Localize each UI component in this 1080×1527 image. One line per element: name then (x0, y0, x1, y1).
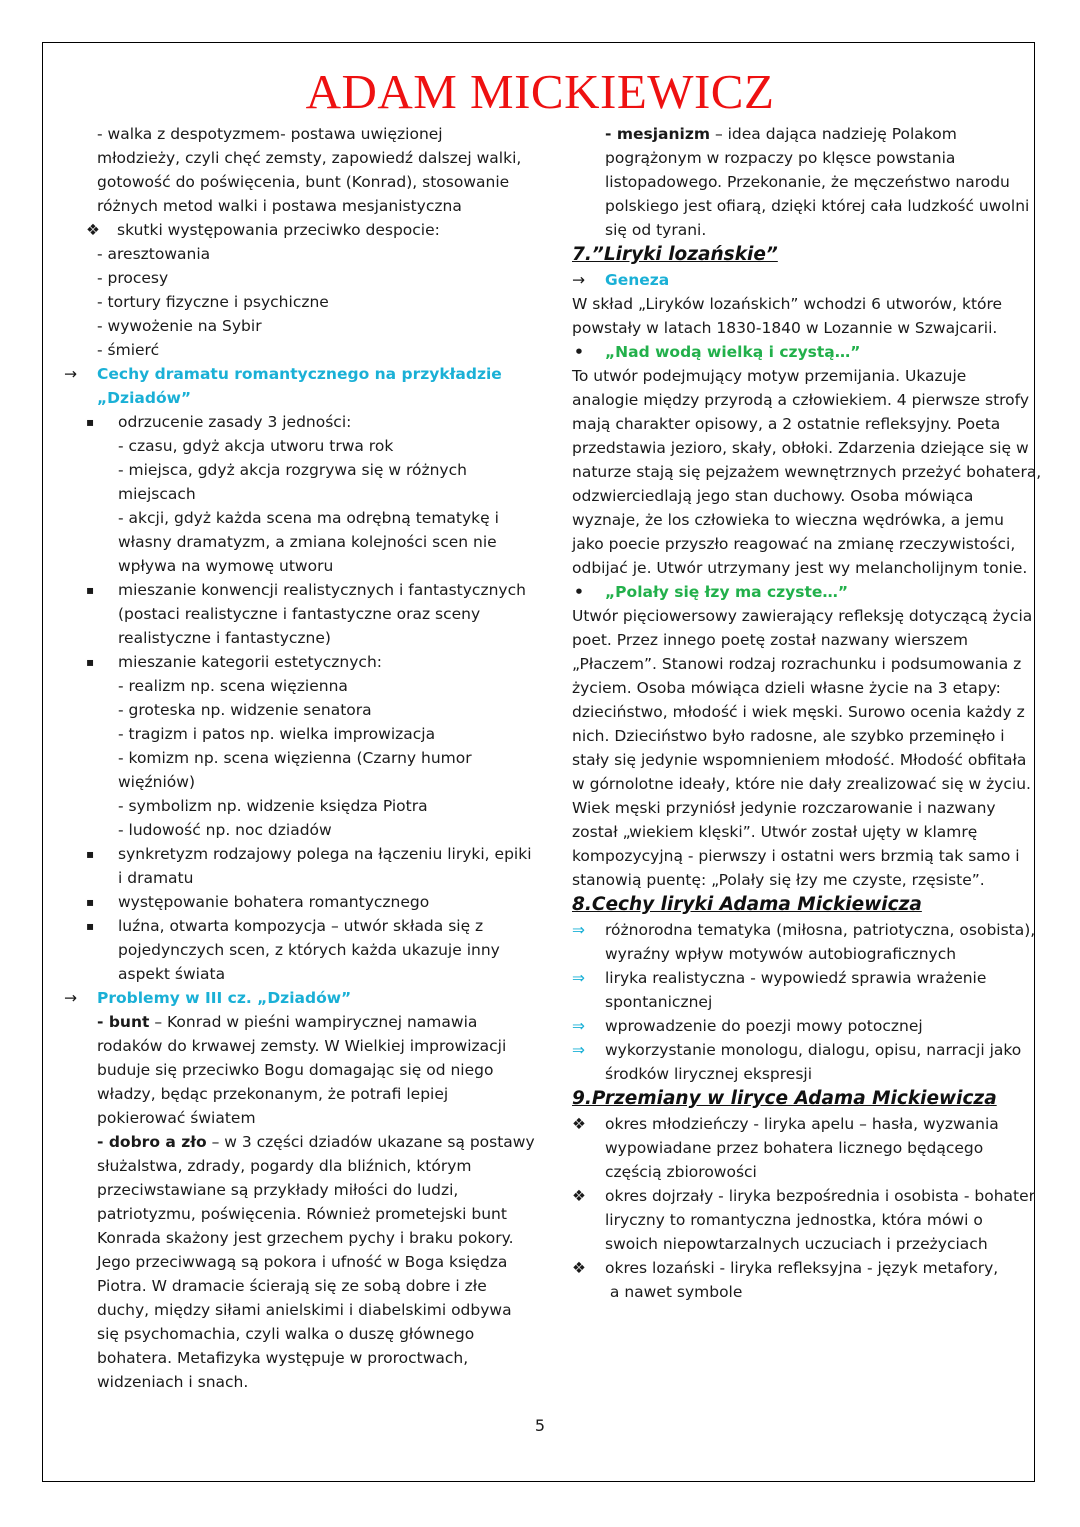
bullet-text: wprowadzenie do poezji mowy potocznej (605, 1017, 923, 1035)
text-line: wyznaje, że los człowieka to wieczna wędrówka, a jemu (572, 511, 1004, 529)
line-text: – w 3 części dziadów ukazane są postawy (206, 1133, 535, 1151)
bullet-item (60, 842, 532, 866)
term-bold: - dobro a zło (97, 1133, 207, 1151)
text-line: poet. Przez innego poetę został nazwany wierszem (572, 631, 969, 649)
bullet-text: okres młodzieńczy - liryka apelu – hasła, wyzwania (605, 1115, 999, 1133)
bullet-text: występowanie bohatera romantycznego (118, 893, 430, 911)
bullet-item (60, 410, 515, 434)
text-line: władzy, będąc przekonanym, że potrafi lepiej (97, 1085, 449, 1103)
text-line: został „wiekiem klęski”. Utwór został ujęty w klamrę (572, 823, 978, 841)
bullet-text: skutki występowania przeciwko despocie: (117, 221, 440, 239)
dot-bullet-icon: • (574, 343, 584, 361)
text-line: - komizm np. scena więzienna (Czarny humor (118, 749, 472, 767)
text-line: powstały w latach 1830-1840 w Lozannie w Szwajcarii. (572, 319, 998, 337)
text-line: spontanicznej (605, 993, 713, 1011)
text-line: Wiek męski przyniósł jedynie rozczarowanie i nazwany (572, 799, 996, 817)
bullet-item (572, 1014, 1022, 1038)
bullet-item (572, 1184, 1035, 1208)
text-line: przedstawia jezioro, skały, obłoki. Zdarzenia dziejące się w (572, 439, 1029, 457)
term-bold: - bunt (97, 1013, 150, 1031)
term-bold: - mesjanizm (605, 125, 711, 143)
diamond-bullet-icon: ❖ (572, 1115, 586, 1133)
text-line: (postaci realistyczne i fantastyczne oraz sceny (118, 605, 481, 623)
text-line: - groteska np. widzenie senatora (118, 701, 372, 719)
text-line: - walka z despotyzmem- postawa uwięzionej (97, 125, 443, 143)
text-line: Utwór pięciowersowy zawierający refleksję dotyczącą życia (572, 607, 1033, 625)
section-heading: 8.Cechy liryki Adama Mickiewicza (572, 894, 922, 915)
left-column (60, 122, 535, 1394)
section-heading: 9.Przemiany w liryce Adama Mickiewicza (572, 1088, 997, 1109)
bullet-text: synkretyzm rodzajowy polega na łączeniu liryki, epiki (118, 845, 532, 863)
square-bullet-icon: ▪ (86, 415, 95, 429)
text-line: „Płaczem”. Stanowi rodzaj rozrachunku i podsumowania z (572, 655, 1022, 673)
text-line: pogrążonym w rozpaczy po klęsce powstania (605, 149, 956, 167)
text-line: wyraźny wpływ motywów autobiograficznych (605, 945, 957, 963)
line-text: – Konrad w pieśni wampirycznej namawia (149, 1013, 478, 1031)
text-line: wpływa na wymowę utworu (118, 557, 334, 575)
arrow-bullet-icon: → (572, 271, 585, 289)
text-line: stanowią puentę: „Polały się łzy me czyste, rzęsiste”. (572, 871, 985, 889)
text-line: - wywożenie na Sybir (97, 317, 262, 335)
text-line: odzwierciedlają jego stan duchowy. Osoba mówiąca (572, 487, 974, 505)
right-column (572, 122, 1042, 1304)
page-number: 5 (534, 1416, 546, 1435)
text-line: To utwór podejmujący motyw przemijania. Ukazuje (572, 367, 967, 385)
text-line: pojedynczych scen, z których każda ukazuje inny (118, 941, 500, 959)
text-line: i dramatu (118, 869, 194, 887)
bullet-text: liryka realistyczna - wypowiedź sprawia wrażenie (605, 969, 987, 987)
text-line: pokierować światem (97, 1109, 256, 1127)
text-line: - miejsca, gdyż akcja rozgrywa się w różnych (118, 461, 467, 479)
bullet-item (60, 890, 515, 914)
text-line: stały się jedynie wspomnieniem młodość. Młodość obfitała (572, 751, 1027, 769)
heading-text: Cechy dramatu romantycznego na przykładzie (97, 365, 502, 383)
arrow-bullet-icon: → (64, 989, 77, 1007)
text-line (60, 1010, 515, 1034)
text-line: W skład „Liryków lozańskich” wchodzi 6 utworów, które (572, 295, 1003, 313)
arrow-bullet-icon: → (64, 365, 77, 383)
text-line: bohatera. Metafizyka występuje w proroctwach, (97, 1349, 469, 1367)
text-line: - ludowość np. noc dziadów (118, 821, 332, 839)
bullet-text: mieszanie konwencji realistycznych i fantastycznych (118, 581, 526, 599)
text-line: widzeniach i snach. (97, 1373, 249, 1391)
text-line: więźniów) (118, 773, 195, 791)
text-line: młodzieży, czyli chęć zemsty, zapowiedź dalszej walki, (97, 149, 522, 167)
text-line: kompozycyjną - pierwszy i ostatni wers brzmią tak samo i (572, 847, 1020, 865)
text-line: w górnolotne ideały, które nie dały zrealizować się w życiu. (572, 775, 1031, 793)
text-line: rodaków do krwawej zemsty. W Wielkiej improwizacji (97, 1037, 507, 1055)
text-line: częścią zbiorowości (605, 1163, 757, 1181)
text-line: buduje się przeciwko Bogu domagając się od niego (97, 1061, 494, 1079)
bullet-text: okres lozański - liryka refleksyjna - język metafory, (605, 1259, 999, 1277)
double-arrow-icon: ⇒ (572, 969, 585, 987)
bullet-text: okres dojrzały - liryka bezpośrednia i osobista - bohater (605, 1187, 1035, 1205)
text-line: środków lirycznej ekspresji (605, 1065, 813, 1083)
text-line: przeciwstawiane są przykłady miłości do ludzi, (97, 1181, 459, 1199)
text-line: aspekt świata (118, 965, 226, 983)
diamond-bullet-icon: ❖ (86, 221, 100, 239)
poem-title-text: „Nad wodą wielką i czystą…” (605, 343, 861, 361)
text-line: naturze stają się pejzażem wewnętrznych przeżyć bohatera, (572, 463, 1042, 481)
poem-title (572, 340, 1022, 364)
text-line: własny dramatyzm, a zmiana kolejności scen nie (118, 533, 497, 551)
text-line: odbijać je. Utwór utrzymany jest wy melancholijnym tonie. (572, 559, 1028, 577)
bullet-item (60, 578, 526, 602)
text-line: Piotra. W dramacie ścierają się ze sobą dobre i złe (97, 1277, 487, 1295)
bullet-item (572, 966, 1022, 990)
bullet-text: wykorzystanie monologu, dialogu, opisu, narracji jako (605, 1041, 1022, 1059)
text-line: a nawet symbole (605, 1283, 743, 1301)
bullet-item (572, 1112, 1022, 1136)
text-line: się psychomachia, czyli walka o duszę głównego (97, 1325, 475, 1343)
text-line: różnych metod walki i postawa mesjanistyczna (97, 197, 462, 215)
text-line: polskiego jest ofiarą, dzięki której cała ludzkość uwolni (605, 197, 1030, 215)
text-line: wypowiadane przez bohatera licznego będącego (605, 1139, 984, 1157)
subheading (572, 268, 1022, 292)
text-line: - realizm np. scena więzienna (118, 677, 348, 695)
text-line: analogie między przyrodą a człowiekiem. 4 pierwsze strofy (572, 391, 1030, 409)
double-arrow-icon: ⇒ (572, 921, 585, 939)
square-bullet-icon: ▪ (86, 919, 95, 933)
text-line: - aresztowania (97, 245, 211, 263)
text-line: - akcji, gdyż każda scena ma odrębną tematykę i (118, 509, 499, 527)
text-line: mają charakter opisowy, a 2 ostatnie refleksyjny. Poeta (572, 415, 1001, 433)
bullet-item (572, 918, 1036, 942)
subheading-text: Geneza (605, 271, 670, 289)
square-bullet-icon: ▪ (86, 655, 95, 669)
text-line: - symbolizm np. widzenie księdza Piotra (118, 797, 428, 815)
square-bullet-icon: ▪ (86, 895, 95, 909)
bullet-text: różnorodna tematyka (miłosna, patriotyczna, osobista), (605, 921, 1036, 939)
bullet-item (60, 650, 515, 674)
section-heading (60, 362, 515, 386)
section-heading: „Dziadów” (97, 389, 192, 407)
bullet-text: luźna, otwarta kompozycja – utwór składa się z (118, 917, 484, 935)
line-text: – idea dająca nadzieję Polakom (710, 125, 957, 143)
section-heading: 7.”Liryki lozańskie” (572, 244, 778, 265)
poem-title-text: „Polały się łzy ma czyste…” (605, 583, 849, 601)
double-arrow-icon: ⇒ (572, 1041, 585, 1059)
square-bullet-icon: ▪ (86, 583, 95, 597)
text-line: - śmierć (97, 341, 160, 359)
text-line: Jego przeciwwagą są pokora i ufność w Boga księdza (97, 1253, 508, 1271)
bullet-item (60, 914, 515, 938)
text-line: jako poecie przyszło reagować na zmianę rzeczywistości, (572, 535, 1016, 553)
text-line: - procesy (97, 269, 169, 287)
poem-title (572, 580, 1022, 604)
diamond-bullet-icon: ❖ (572, 1187, 586, 1205)
text-line: miejscach (118, 485, 196, 503)
text-line: swoich niepowtarzalnych uczuciach i przeżyciach (605, 1235, 988, 1253)
text-line: - tragizm i patos np. wielka improwizacja (118, 725, 436, 743)
text-line: dzieciństwo, młodość i wiek męski. Surowo ocenia każdy z (572, 703, 1025, 721)
bullet-text: odrzucenie zasady 3 jedności: (118, 413, 352, 431)
text-line: nich. Dzieciństwo było radosne, ale szybko przeminęło i (572, 727, 1005, 745)
section-heading (60, 986, 515, 1010)
text-line: życiem. Osoba mówiąca dzieli własne życie na 3 etapy: (572, 679, 1001, 697)
bullet-item (60, 218, 515, 242)
text-line: - czasu, gdyż akcja utworu trwa rok (118, 437, 394, 455)
text-line: realistyczne i fantastyczne) (118, 629, 331, 647)
bullet-item (572, 1038, 1022, 1062)
page-title: ADAM MICKIEWICZ (305, 64, 775, 119)
text-line: się od tyrani. (605, 221, 707, 239)
text-line (572, 122, 1022, 146)
bullet-text: mieszanie kategorii estetycznych: (118, 653, 382, 671)
diamond-bullet-icon: ❖ (572, 1259, 586, 1277)
text-line: listopadowego. Przekonanie, że męczeństwo narodu (605, 173, 1010, 191)
text-line: Konrada skażony jest grzechem pychy i braku pokory. (97, 1229, 514, 1247)
bullet-item (572, 1256, 1022, 1280)
heading-text: Problemy w III cz. „Dziadów” (97, 989, 352, 1007)
square-bullet-icon: ▪ (86, 847, 95, 861)
text-line: - tortury fizyczne i psychiczne (97, 293, 329, 311)
text-line: służalstwa, zdrady, pogardy dla bliźnich, którym (97, 1157, 472, 1175)
text-line: patriotyzmu, poświęcenia. Również prometejski bunt (97, 1205, 507, 1223)
text-line (60, 1130, 535, 1154)
text-line: gotowość do poświęcenia, bunt (Konrad), stosowanie (97, 173, 510, 191)
text-line: duchy, między siłami anielskimi i diabelskimi odbywa (97, 1301, 512, 1319)
dot-bullet-icon: • (574, 583, 584, 601)
text-line: liryczny to romantyczna jednostka, która mówi o (605, 1211, 983, 1229)
double-arrow-icon: ⇒ (572, 1017, 585, 1035)
